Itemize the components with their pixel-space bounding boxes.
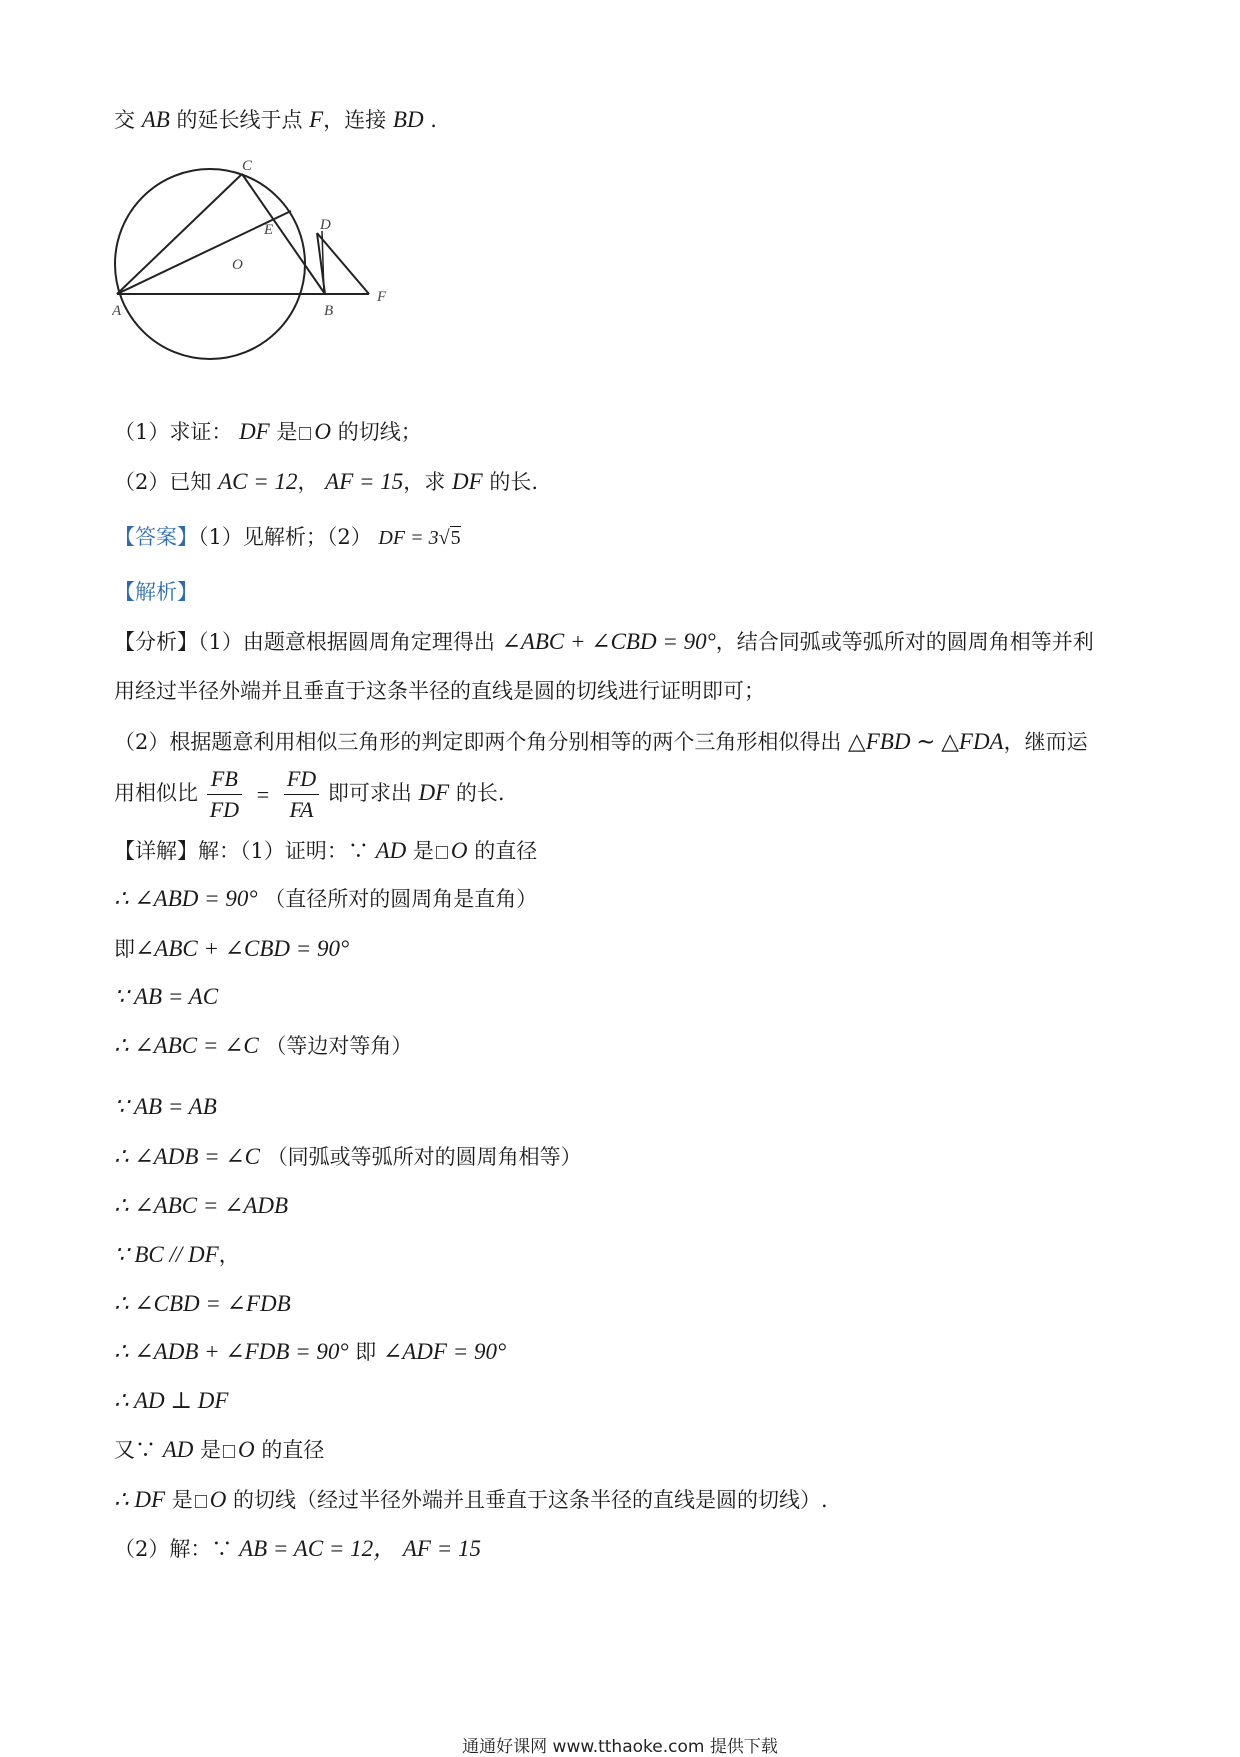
geometry-figure	[112, 155, 402, 395]
fenxi-text: 用相似比	[114, 781, 198, 805]
segment-ac	[117, 174, 242, 294]
detail-text: 的直径	[474, 839, 538, 863]
detail-line-13	[114, 1435, 324, 1465]
point-o: O	[450, 838, 468, 863]
detail-formula: ∴ ∠ABC = ∠ADB	[114, 1193, 289, 1218]
label-e: E	[264, 222, 274, 238]
detail-text: 的切线（经过半径外端并且垂直于这条半径的直线是圆的切线）.	[233, 1488, 828, 1512]
detail-line-12	[114, 1386, 228, 1416]
detail-text: 是	[171, 1488, 193, 1512]
intro-text: 的延长线于点	[176, 108, 303, 132]
detail-line-15	[114, 1534, 481, 1564]
segment-df: DF	[239, 419, 270, 444]
detail-text: （直径所对的圆周角是直角）	[264, 887, 538, 911]
segment-df: DF	[451, 469, 483, 494]
given-af: AF = 15	[325, 469, 404, 494]
detail-formula: ∵ BC // DF	[114, 1242, 219, 1267]
detail-text: 是	[200, 1438, 222, 1462]
page-footer: 通通好课网 www.tthaoke.com 提供下载	[462, 1737, 778, 1757]
angle-sum-formula: ∠ABC + ∠CBD = 90°	[501, 629, 716, 654]
circle-symbol-icon	[223, 1445, 235, 1458]
detail-text: ，	[218, 1243, 240, 1267]
detail-text: 即	[355, 1340, 377, 1364]
segment-ad: AD	[375, 838, 407, 863]
fraction-fb-fd	[207, 764, 242, 825]
circle-symbol-icon	[195, 1495, 207, 1508]
fenxi-text: （1）由题意根据圆周角定理得出	[198, 630, 495, 654]
detail-line-4	[114, 982, 218, 1012]
segment-ad: AD	[162, 1437, 194, 1462]
detail-formula: ∵ AB = AC	[114, 984, 219, 1009]
fraction-numerator: FD	[284, 764, 319, 795]
circle-symbol-icon	[436, 846, 448, 859]
detail-line-5	[114, 1031, 412, 1061]
detail-text: 又∵	[114, 1438, 156, 1462]
circle-symbol-icon	[299, 427, 311, 440]
detail-formula: ∴ ∠ABC = ∠C	[114, 1033, 259, 1058]
analysis-tag-line	[114, 577, 198, 607]
detail-text: （2）解：∵	[114, 1537, 233, 1561]
equals-sign: =	[256, 781, 270, 807]
question-number: （1）求证：	[114, 420, 233, 444]
point-o: O	[238, 1437, 255, 1462]
label-d: D	[320, 217, 331, 233]
detail-line-3	[114, 934, 349, 964]
label-c: C	[242, 158, 253, 174]
question-text: 是	[276, 420, 298, 444]
fenxi-text: 的长.	[455, 781, 505, 805]
question-text: 的切线；	[337, 420, 422, 444]
point-o: O	[314, 419, 332, 444]
detail-line-1	[114, 836, 537, 866]
detail-formula: AB = AC = 12，	[239, 1536, 397, 1561]
detail-formula: ∴ AD ⊥ DF	[114, 1388, 229, 1413]
question-text: ，	[297, 470, 319, 494]
detail-line-8	[114, 1191, 288, 1221]
fenxi-text: ，继而运	[1003, 730, 1088, 754]
answer-formula: DF = 3	[378, 527, 439, 549]
detail-formula: ∠ABC + ∠CBD = 90°	[135, 936, 350, 961]
detail-formula: ∴ ∠ADB = ∠C	[114, 1144, 260, 1169]
fraction-denominator: FD	[209, 797, 240, 822]
question-text: ，求	[403, 470, 446, 494]
label-o: O	[232, 257, 243, 273]
detail-line-14	[114, 1485, 828, 1515]
given-ac: AC = 12	[218, 469, 298, 494]
detail-line-2	[114, 884, 537, 914]
fraction-fd-fa	[284, 764, 319, 825]
fenxi-line-1	[114, 627, 1094, 657]
similar-triangles-formula: △FBD ∼ △FDA	[848, 729, 1004, 754]
label-f: F	[377, 289, 387, 305]
label-b: B	[324, 303, 334, 319]
sqrt-sign: √	[438, 527, 450, 549]
fenxi-text: （2）根据题意利用相似三角形的判定即两个角分别相等的两个三角形相似得出	[114, 730, 842, 754]
detail-formula: ∴ DF	[114, 1487, 166, 1512]
intro-text: 交	[114, 108, 135, 132]
point-o: O	[209, 1487, 227, 1512]
fenxi-line-3	[114, 727, 1088, 757]
detail-text: 是	[412, 839, 434, 863]
answer-tag: 【答案】	[114, 525, 198, 549]
question-1	[114, 417, 422, 447]
analysis-tag: 【解析】	[114, 580, 198, 604]
detail-line-7	[114, 1142, 582, 1172]
detail-tag: 【详解】	[114, 839, 198, 863]
fenxi-line-4	[114, 763, 505, 825]
answer-text: （1）见解析；（2）	[198, 525, 372, 549]
segment-ab: AB	[141, 107, 170, 132]
answer-line	[114, 522, 461, 553]
circle-o	[115, 169, 305, 359]
detail-text: （等边对等角）	[265, 1034, 413, 1058]
intro-line	[114, 105, 437, 135]
point-f: F	[309, 107, 324, 132]
sqrt-radicand: 5	[450, 527, 461, 549]
detail-text: （同弧或等弧所对的圆周角相等）	[266, 1145, 582, 1169]
detail-line-11	[114, 1337, 506, 1367]
question-text: 的长.	[489, 470, 539, 494]
intro-text: ，连接	[323, 108, 387, 132]
fenxi-line-2	[114, 676, 765, 706]
detail-formula: ∴ ∠CBD = ∠FDB	[114, 1291, 291, 1316]
fenxi-text: ，结合同弧或等弧所对的圆周角相等并利	[715, 630, 1094, 654]
question-2	[114, 467, 538, 497]
segment-df: DF	[418, 780, 450, 805]
detail-formula: ∵ AB = AB	[114, 1094, 217, 1119]
detail-text: 的直径	[261, 1438, 325, 1462]
detail-line-6	[114, 1092, 217, 1122]
detail-formula: ∴ ∠ADB + ∠FDB = 90°	[114, 1339, 349, 1364]
fraction-denominator: FA	[289, 797, 314, 822]
detail-formula: AF = 15	[402, 1536, 481, 1561]
detail-line-9	[114, 1240, 240, 1270]
label-a: A	[112, 303, 122, 319]
detail-formula: ∠ADF = 90°	[382, 1339, 507, 1364]
detail-formula: ∴ ∠ABD = 90°	[114, 886, 258, 911]
question-number: （2）已知	[114, 470, 212, 494]
fenxi-text: 用经过半径外端并且垂直于这条半径的直线是圆的切线进行证明即可；	[114, 679, 765, 703]
fenxi-tag: 【分析】	[114, 630, 198, 654]
detail-text: 即	[114, 937, 135, 961]
detail-text: 解：（1）证明：∵	[198, 839, 369, 863]
fraction-numerator: FB	[207, 764, 242, 795]
intro-text: .	[430, 108, 437, 132]
fenxi-text: 即可求出	[327, 781, 412, 805]
segment-cb	[242, 174, 325, 294]
segment-bd: BD	[392, 107, 424, 132]
detail-line-10	[114, 1289, 291, 1319]
